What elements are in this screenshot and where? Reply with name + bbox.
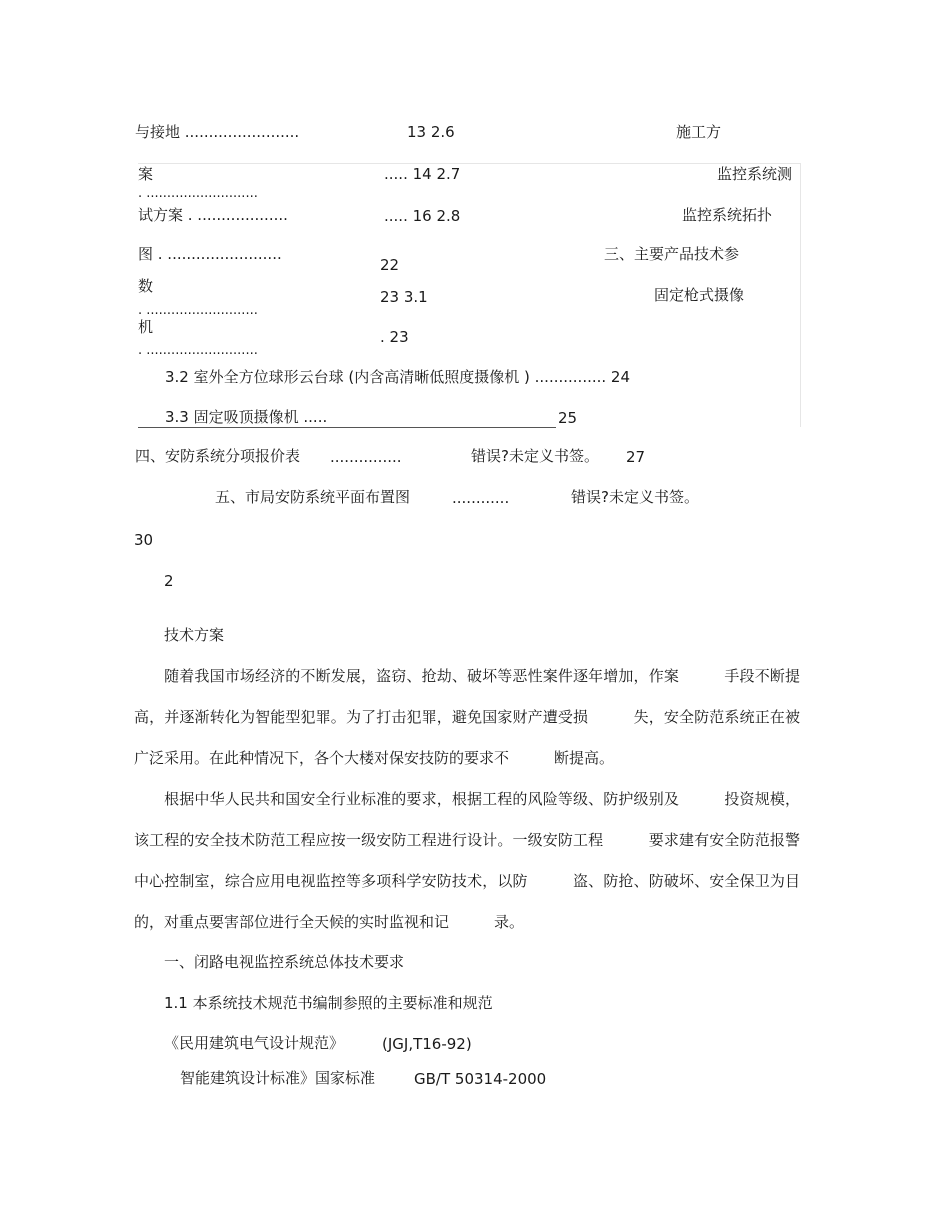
standard-name: 《民用建筑电气设计规范》 — [164, 1034, 345, 1052]
toc-dot-leader: ............... — [330, 448, 402, 466]
paragraph — [134, 656, 800, 779]
toc-bookmark-error: 错误?未定义书签。 — [471, 447, 599, 465]
toc-dot-leader: . ........................... — [138, 186, 258, 201]
toc-dot-leader: . ........................... — [138, 343, 258, 358]
toc-entry-plan: 案 — [138, 165, 154, 183]
toc-page-25: 25 — [558, 409, 578, 427]
toc-page-14: ..... 14 2.7 — [384, 165, 461, 183]
toc-entry-ceiling-camera: 3.3 固定吸顶摄像机 ..... — [165, 408, 328, 426]
toc-page-13: 13 2.6 — [407, 123, 455, 141]
toc-entry-fixed-camera: 固定枪式摄像 — [654, 286, 745, 304]
toc-entry-construction: 施工方 — [676, 123, 722, 141]
paragraph-text: 随着我国市场经济的不断发展，盗窃、抢劫、破坏等恶性案件逐年增加，作案 手段不断提高，并逐渐转化为智能型犯罪。为了打击犯罪，避免国家财产遭受损 失，安全防范系统正在被广泛采用。在此种情况下，各个大楼对保安技防的要求不 断提高。 — [134, 667, 800, 767]
standard-code: GB/T 50314-2000 — [414, 1070, 547, 1088]
toc-entry-diagram: 图 . ........................ — [138, 245, 282, 263]
toc-page-27: 27 — [626, 448, 646, 466]
toc-dot-leader: . ........................... — [138, 303, 258, 318]
paragraph — [134, 779, 800, 943]
toc-entry-pricing: 四、安防系统分项报价表 — [135, 447, 301, 465]
toc-entry-topology: 监控系统拓扑 — [682, 206, 773, 224]
toc-entry-monitor-test: 监控系统测 — [717, 165, 793, 183]
toc-page-23b: . 23 — [380, 328, 409, 346]
toc-entry-dome-camera: 3.2 室外全方位球形云台球 (内含高清晰低照度摄像机 ) ............... 24 — [165, 368, 631, 386]
toc-page-22: 22 — [380, 256, 400, 274]
toc-page-30: 30 — [134, 531, 154, 549]
toc-dot-leader: ............ — [452, 489, 510, 507]
subsection-title: 1.1 本系统技术规范书编制参照的主要标准和规范 — [164, 994, 493, 1012]
toc-entry-grounding: 与接地 ........................ — [135, 123, 300, 141]
toc-underline — [138, 427, 556, 428]
toc-entry-floor-plan: 五、市局安防系统平面布置图 — [215, 488, 411, 506]
toc-entry-params: 数 — [138, 277, 154, 295]
toc-entry-camera: 机 — [138, 318, 154, 336]
toc-entry-product-specs: 三、主要产品技术参 — [604, 245, 740, 263]
toc-page-23: 23 3.1 — [380, 288, 428, 306]
page-number: 2 — [164, 572, 174, 590]
toc-page-16: ..... 16 2.8 — [384, 207, 461, 225]
section-title: 一、闭路电视监控系统总体技术要求 — [164, 953, 405, 971]
toc-entry-test-plan: 试方案 . ................... — [138, 206, 288, 224]
section-heading: 技术方案 — [164, 626, 225, 644]
standard-code: (JGJ,T16-92) — [382, 1035, 472, 1053]
toc-bookmark-error: 错误?未定义书签。 — [571, 488, 699, 506]
paragraph-text: 根据中华人民共和国安全行业标准的要求，根据工程的风险等级、防护级别及 投资规模，该工程的安全技术防范工程应按一级安防工程进行设计。一级安防工程 要求建有安全防范报警中心控制室，综合应用电视监控等多项科学安防技术，以防 盗、防抢、防破坏、安全保卫为目的，对重点要害部位进行全天候的实时监视和记 录。 — [134, 790, 800, 931]
standard-name: 智能建筑设计标准》国家标准 — [180, 1069, 376, 1087]
